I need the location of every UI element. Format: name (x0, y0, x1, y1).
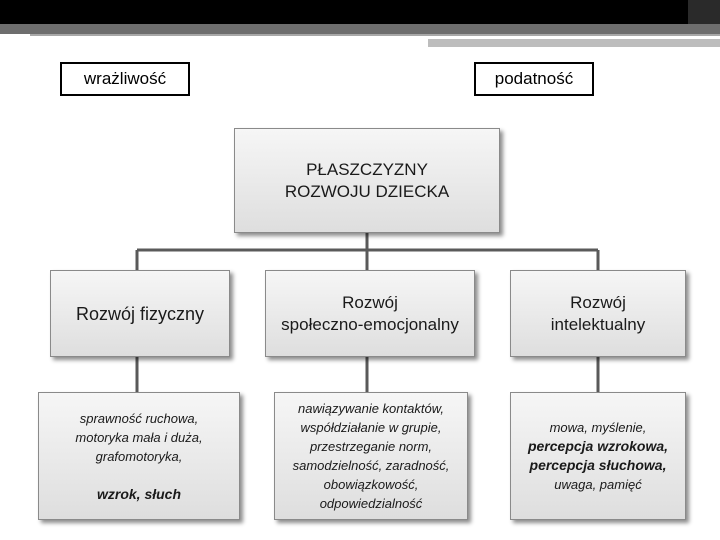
details-social-emotional (274, 392, 468, 520)
branch-physical (50, 270, 230, 357)
detail-item: motoryka mała i duża, (75, 429, 203, 445)
detail-item: percepcja wzrokowa, (527, 438, 669, 454)
details-physical (38, 392, 240, 520)
tag-podatnosc: podatność (474, 62, 594, 96)
root-title-line1: PŁASZCZYZNY (306, 159, 428, 179)
root-node (234, 128, 500, 233)
root-title-line2: ROZWOJU DZIECKA (284, 181, 450, 201)
tag-wrazliwosc: wrażliwość (60, 62, 190, 96)
detail-item: wzrok, słuch (96, 485, 182, 502)
detail-item: obowiązkowość, (323, 477, 419, 492)
detail-item: nawiązywanie kontaktów, (298, 401, 444, 416)
detail-item: grafomotoryka, (95, 448, 183, 464)
branch-intellectual-title-line2: intelektualny (550, 314, 646, 334)
details-intellectual (510, 392, 686, 520)
detail-item: przestrzeganie norm, (309, 439, 433, 454)
branch-social-title-line2: społeczno-emocjonalny (281, 314, 459, 334)
branch-social-emotional (265, 270, 475, 357)
detail-item: percepcja słuchowa, (529, 457, 667, 473)
branch-social-title-line1: Rozwój (342, 292, 398, 312)
detail-item: uwaga, pamięć (554, 477, 642, 492)
detail-item: samodzielność, zaradność, (292, 458, 450, 473)
detail-item: mowa, myślenie, (549, 420, 647, 435)
detail-item: odpowiedzialność (319, 496, 423, 511)
detail-item: sprawność ruchowa, (79, 410, 199, 426)
branch-intellectual-title-line1: Rozwój (570, 292, 626, 312)
branch-intellectual (510, 270, 686, 357)
detail-item: współdziałanie w grupie, (300, 420, 442, 435)
branch-physical-title: Rozwój fizyczny (75, 303, 205, 324)
